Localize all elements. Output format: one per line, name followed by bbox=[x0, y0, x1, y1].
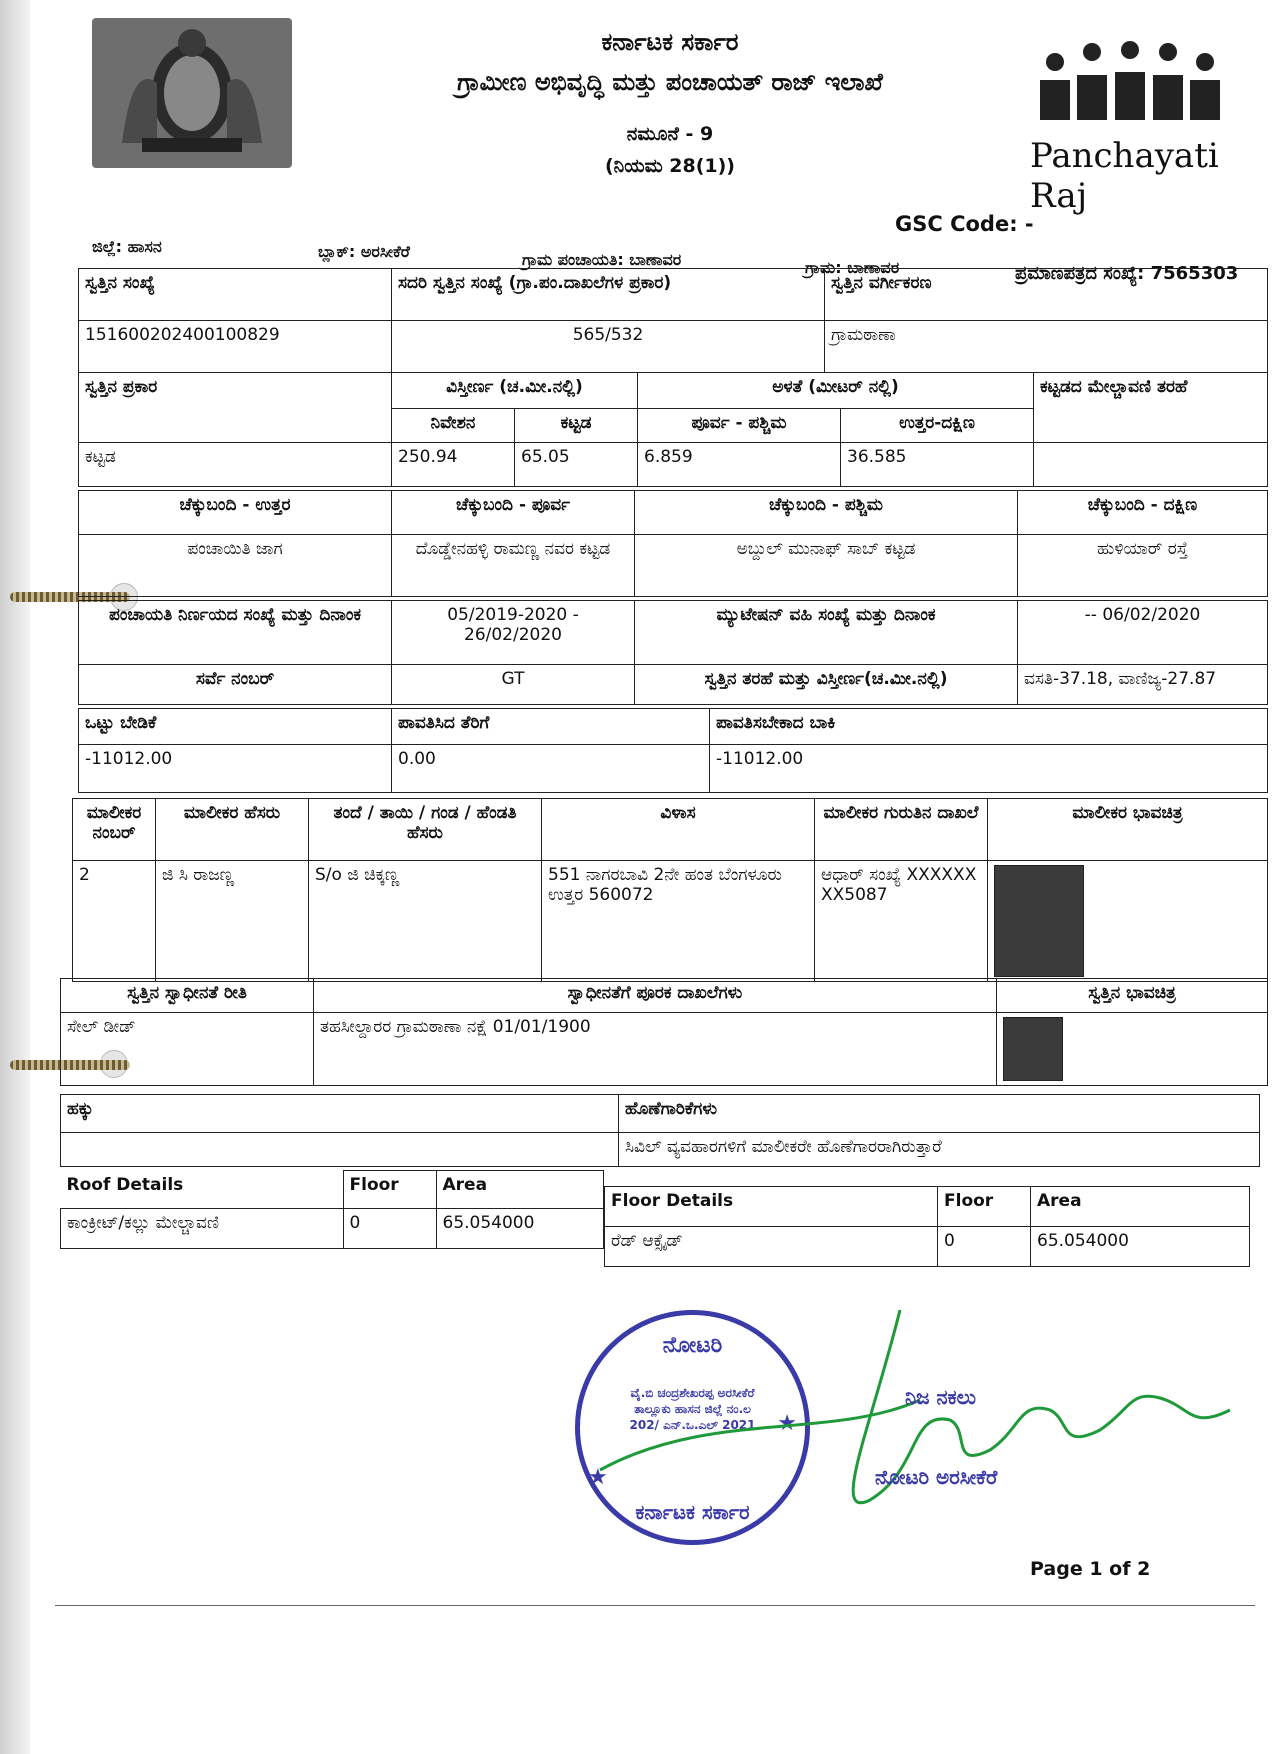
gsc-code: GSC Code: - bbox=[895, 212, 1034, 236]
roof-table bbox=[60, 1170, 604, 1249]
north-label: ಚೆಕ್ಕುಬಂದಿ - ಉತ್ತರ bbox=[79, 491, 392, 535]
village: ಗ್ರಾಮ: ಬಾಣಾವರ bbox=[805, 258, 900, 277]
property-reg-value: 565/532 bbox=[392, 321, 825, 373]
roof-area-value: 65.054000 bbox=[436, 1209, 604, 1249]
roof-type-value bbox=[1034, 443, 1268, 487]
logo-text: Panchayati Raj bbox=[1030, 136, 1219, 216]
balance-label: ಪಾವತಿಸಬೇಕಾದ ಬಾಕಿ bbox=[710, 709, 1268, 745]
property-class-value: ಗ್ರಾಮಠಾಣಾ bbox=[825, 321, 1268, 373]
gram-panchayat: ಗ್ರಾಮ ಪಂಚಾಯತಿ: ಬಾಣಾವರ bbox=[522, 250, 682, 269]
roof-title: Roof Details bbox=[61, 1171, 344, 1209]
signature-line1: ನಿಜ ನಕಲು bbox=[905, 1385, 976, 1409]
address-label: ವಿಳಾಸ bbox=[542, 799, 815, 861]
area-table bbox=[78, 372, 1268, 487]
floor-type-value: ರೆಡ್ ಆಕ್ಸೈಡ್ bbox=[605, 1227, 938, 1267]
property-id-value: 151600202400100829 bbox=[79, 321, 392, 373]
floor-floor-value: 0 bbox=[938, 1227, 1031, 1267]
north-value: ಪಂಚಾಯಿತಿ ಜಾಗ bbox=[79, 535, 392, 597]
stamp-bottom-text: ಕರ್ನಾಟಕ ಸರ್ಕಾರ bbox=[635, 1500, 750, 1524]
stamp-top-text: ನೋಟರಿ bbox=[662, 1333, 723, 1358]
roof-area-label: Area bbox=[436, 1171, 604, 1209]
block: ಬ್ಲಾಕ್: ಅರಸೀಕೆರೆ bbox=[318, 242, 410, 261]
floor-area-value: 65.054000 bbox=[1031, 1227, 1250, 1267]
floor-area-label: Area bbox=[1031, 1187, 1250, 1227]
owner-table bbox=[72, 798, 1268, 982]
dimension-label: ಅಳತೆ (ಮೀಟರ್ ನಲ್ಲಿ) bbox=[638, 373, 1034, 409]
form-number: ನಮೂನೆ - 9 bbox=[626, 123, 714, 145]
property-photo bbox=[1003, 1017, 1063, 1081]
area-type-value: ವಸತಿ-37.18, ವಾಣಿಜ್ಯ-27.87 bbox=[1018, 665, 1268, 705]
building-value: 65.05 bbox=[515, 443, 638, 487]
east-value: ದೊಡ್ಡೇನಹಳ್ಳಿ ರಾಮಣ್ಣ ನವರ ಕಟ್ಟಡ bbox=[392, 535, 635, 597]
page-number: Page 1 of 2 bbox=[1030, 1558, 1151, 1580]
owner-no-label: ಮಾಲೀಕರ ನಂಬರ್ bbox=[73, 799, 156, 861]
panchayati-raj-logo bbox=[1030, 40, 1230, 216]
ownership-docs-label: ಸ್ವಾಧೀನತೆಗೆ ಪೂರಕ ದಾಖಲೆಗಳು bbox=[314, 979, 997, 1013]
liability-label: ಹೊಣೆಗಾರಿಕೆಗಳು bbox=[619, 1095, 1260, 1133]
roof-floor-label: Floor bbox=[343, 1171, 436, 1209]
survey-value: GT bbox=[392, 665, 635, 705]
resolution-label: ಪಂಚಾಯತಿ ನಿರ್ಣಯದ ಸಂಖ್ಯೆ ಮತ್ತು ದಿನಾಂಕ bbox=[79, 601, 392, 665]
survey-label: ಸರ್ವೆ ನಂಬರ್ bbox=[79, 665, 392, 705]
ownership-mode-value: ಸೇಲ್ ಡೀಡ್ bbox=[61, 1013, 314, 1086]
address-value: 551 ನಾಗರಬಾವಿ 2ನೇ ಹಂತ ಬೆಂಗಳೂರು ಉತ್ತರ 560072 bbox=[542, 861, 815, 982]
liability-value: ಸಿವಿಲ್ ವ್ಯವಹಾರಗಳಿಗೆ ಮಾಲೀಕರೇ ಹೊಣೆಗಾರರಾಗಿರುತ್ತಾರೆ bbox=[619, 1133, 1260, 1167]
west-value: ಅಬ್ದುಲ್ ಮುನಾಫ್ ಸಾಬ್ ಕಟ್ಟಡ bbox=[635, 535, 1018, 597]
owner-photo-cell bbox=[988, 861, 1268, 982]
demand-value: -11012.00 bbox=[79, 745, 392, 793]
idproof-value: ಆಧಾರ್ ಸಂಖ್ಯೆ XXXXXXXX5087 bbox=[815, 861, 988, 982]
page-edge bbox=[0, 0, 30, 1754]
property-table bbox=[78, 268, 1268, 373]
area-label: ವಿಸ್ತೀರ್ಣ (ಚ.ಮೀ.ನಲ್ಲಿ) bbox=[392, 373, 638, 409]
owner-photo-label: ಮಾಲೀಕರ ಭಾವಚಿತ್ರ bbox=[988, 799, 1268, 861]
roof-type-label: ಕಟ್ಟಡದ ಮೇಲ್ಚಾವಣಿ ತರಹೆ bbox=[1034, 373, 1268, 443]
west-label: ಚೆಕ್ಕುಬಂದಿ - ಪಶ್ಚಿಮ bbox=[635, 491, 1018, 535]
relation-label: ತಂದೆ / ತಾಯಿ / ಗಂಡ / ಹೆಂಡತಿ ಹೆಸರು bbox=[309, 799, 542, 861]
karnataka-emblem-icon bbox=[92, 18, 292, 168]
star-icon: ★ bbox=[588, 1465, 608, 1490]
liability-table bbox=[60, 1094, 1260, 1167]
ownership-table bbox=[60, 978, 1268, 1086]
floor-table bbox=[604, 1186, 1250, 1267]
property-class-label: ಸ್ವತ್ತಿನ ವರ್ಗೀಕರಣ bbox=[825, 269, 1268, 321]
relation-value: S/o ಜಿ ಚಿಕ್ಕಣ್ಣ bbox=[309, 861, 542, 982]
mutation-value: -- 06/02/2020 bbox=[1018, 601, 1268, 665]
idproof-label: ಮಾಲೀಕರ ಗುರುತಿನ ದಾಖಲೆ bbox=[815, 799, 988, 861]
certificate-number: ಪ್ರಮಾಣಪತ್ರದ ಸಂಖ್ಯೆ: 7565303 bbox=[1015, 263, 1239, 284]
star-icon: ★ bbox=[777, 1411, 797, 1436]
building-label: ಕಟ್ಟಡ bbox=[515, 409, 638, 443]
paid-label: ಪಾವತಿಸಿದ ತೆರಿಗೆ bbox=[392, 709, 710, 745]
balance-value: -11012.00 bbox=[710, 745, 1268, 793]
floor-floor-label: Floor bbox=[938, 1187, 1031, 1227]
rule-number: (ನಿಯಮ 28(1)) bbox=[605, 155, 735, 177]
owner-name-value: ಜಿ ಸಿ ರಾಜಣ್ಣ bbox=[156, 861, 309, 982]
property-photo-label: ಸ್ವತ್ತಿನ ಭಾವಚಿತ್ರ bbox=[997, 979, 1268, 1013]
district: ಜಿಲ್ಲೆ: ಹಾಸನ bbox=[92, 237, 162, 256]
site-value: 250.94 bbox=[392, 443, 515, 487]
south-value: ಹುಳಿಯಾರ್ ರಸ್ತೆ bbox=[1018, 535, 1268, 597]
demand-label: ಒಟ್ಟು ಬೇಡಿಕೆ bbox=[79, 709, 392, 745]
state-title: ಕರ್ನಾಟಕ ಸರ್ಕಾರ bbox=[601, 28, 739, 56]
footer-divider bbox=[55, 1605, 1255, 1606]
north-south-value: 36.585 bbox=[841, 443, 1034, 487]
signature-line2: ನೋಟರಿ ಅರಸೀಕೆರೆ bbox=[875, 1465, 998, 1489]
property-type-label: ಸ್ವತ್ತಿನ ಪ್ರಕಾರ bbox=[79, 373, 392, 443]
east-west-label: ಪೂರ್ವ - ಪಶ್ಚಿಮ bbox=[638, 409, 841, 443]
stamp-inner-text: ವೈ.ಬಿ ಚಂದ್ರಶೇಖರಪ್ಪ ಅರಸೀಕೆರೆ ತಾಲ್ಲೂಕು ಹಾಸನ ಜಿಲ್ಲೆ ನಂ.ಲ 202/ ಎನ್.ಒ.ಎಲ್ 2021 bbox=[629, 1386, 756, 1432]
property-type-value: ಕಟ್ಟಡ bbox=[79, 443, 392, 487]
mutation-label: ಮ್ಯುಟೇಷನ್ ವಹಿ ಸಂಖ್ಯೆ ಮತ್ತು ದಿನಾಂಕ bbox=[635, 601, 1018, 665]
rights-value bbox=[61, 1133, 619, 1167]
resolution-value: 05/2019-2020 - 26/02/2020 bbox=[392, 601, 635, 665]
tax-table bbox=[78, 708, 1268, 793]
area-type-label: ಸ್ವತ್ತಿನ ತರಹೆ ಮತ್ತು ವಿಸ್ತೀರ್ಣ(ಚ.ಮೀ.ನಲ್ಲಿ) bbox=[635, 665, 1018, 705]
owner-photo bbox=[994, 865, 1084, 977]
property-photo-cell bbox=[997, 1013, 1268, 1086]
owner-no-value: 2 bbox=[73, 861, 156, 982]
east-west-value: 6.859 bbox=[638, 443, 841, 487]
roof-type-value: ಕಾಂಕ್ರೀಟ್/ಕಲ್ಲು ಮೇಲ್ಚಾವಣಿ bbox=[61, 1209, 344, 1249]
site-label: ನಿವೇಶನ bbox=[392, 409, 515, 443]
roof-floor-value: 0 bbox=[343, 1209, 436, 1249]
rights-label: ಹಕ್ಕು bbox=[61, 1095, 619, 1133]
ownership-docs-value: ತಹಸೀಲ್ದಾರರ ಗ್ರಾಮಠಾಣಾ ನಕ್ಷೆ 01/01/1900 bbox=[314, 1013, 997, 1086]
paid-value: 0.00 bbox=[392, 745, 710, 793]
north-south-label: ಉತ್ತರ-ದಕ್ಷಿಣ bbox=[841, 409, 1034, 443]
boundaries-table bbox=[78, 490, 1268, 597]
property-reg-label: ಸದರಿ ಸ್ವತ್ತಿನ ಸಂಖ್ಯೆ (ಗ್ರಾ.ಪಂ.ದಾಖಲೆಗಳ ಪ್ರಕಾರ) bbox=[392, 269, 825, 321]
owner-name-label: ಮಾಲೀಕರ ಹೆಸರು bbox=[156, 799, 309, 861]
east-label: ಚೆಕ್ಕುಬಂದಿ - ಪೂರ್ವ bbox=[392, 491, 635, 535]
resolution-table bbox=[78, 600, 1268, 705]
ownership-mode-label: ಸ್ವತ್ತಿನ ಸ್ವಾಧೀನತೆ ರೀತಿ bbox=[61, 979, 314, 1013]
signature-scribble bbox=[590, 1290, 1250, 1530]
south-label: ಚೆಕ್ಕುಬಂದಿ - ದಕ್ಷಿಣ bbox=[1018, 491, 1268, 535]
department-title: ಗ್ರಾಮೀಣ ಅಭಿವೃದ್ಧಿ ಮತ್ತು ಪಂಚಾಯತ್ ರಾಜ್ ಇಲಾಖೆ bbox=[457, 68, 883, 96]
property-id-label: ಸ್ವತ್ತಿನ ಸಂಖ್ಯೆ bbox=[79, 269, 392, 321]
floor-title: Floor Details bbox=[605, 1187, 938, 1227]
